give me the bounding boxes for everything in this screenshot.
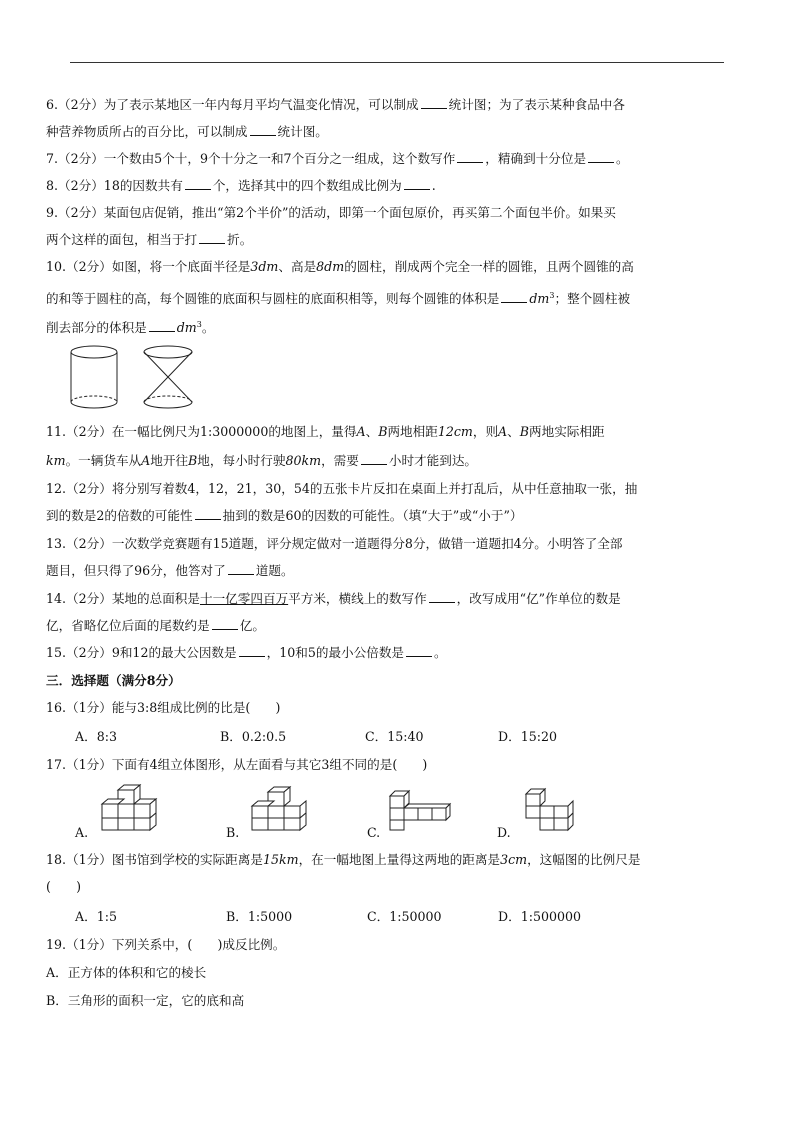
cube-figure-a <box>96 784 166 832</box>
answer-blank[interactable] <box>228 563 254 575</box>
q14-text: ，改写成用“亿”作单位的数是 <box>456 591 621 606</box>
q15-text: 。 <box>434 645 447 660</box>
q10-line2 <box>46 288 746 307</box>
answer-blank[interactable] <box>212 618 238 630</box>
q13-line1 <box>46 536 746 552</box>
q7-text: 7.（2分）一个数由5个十，9个十分之一和7个百分之一组成，这个数写作 <box>46 151 456 166</box>
q11-line2 <box>46 453 746 469</box>
answer-blank[interactable] <box>501 291 527 303</box>
q17-option-c[interactable]: C. <box>367 825 381 840</box>
q16-option-a[interactable]: A．8:3 <box>75 729 117 744</box>
q14-line2 <box>46 618 746 634</box>
section-heading: 三．选择题（满分8分） <box>46 673 181 688</box>
answer-blank[interactable] <box>195 508 221 520</box>
radius-value: 3dm <box>250 259 279 274</box>
q18-option-a[interactable]: A．1:5 <box>75 909 117 924</box>
q10-text: 削去部分的体积是 <box>46 320 147 336</box>
q9-line2 <box>46 232 746 248</box>
q19-option-a[interactable]: A．正方体的体积和它的棱长 <box>46 965 207 980</box>
q6-line1 <box>46 97 746 113</box>
q14-text: 亿，省略亿位后面的尾数约是 <box>46 618 210 633</box>
q8-text: . <box>431 178 436 193</box>
answer-blank[interactable] <box>429 591 455 603</box>
q15-text: ，10和5的最小公倍数是 <box>266 645 405 660</box>
q10-line1 <box>46 259 746 275</box>
q9-text: 折。 <box>227 232 253 247</box>
q6-line2 <box>46 124 746 140</box>
q13-line2 <box>46 563 746 579</box>
q19-stem: 19.（1分）下列关系中，( )成反比例。 <box>46 937 286 952</box>
q16-option-d[interactable]: D．15:20 <box>498 729 557 744</box>
unit-dm: dm <box>529 291 550 307</box>
q18-option-b[interactable]: B．1:5000 <box>226 909 293 924</box>
answer-blank[interactable] <box>406 645 432 657</box>
q18-text: ，在一幅地图上量得这两地的距离是 <box>298 852 501 867</box>
cube-figure-b <box>248 786 308 832</box>
q8-line <box>46 178 746 194</box>
q10-text: 的和等于圆柱的高，每个圆锥的底面积与圆柱的底面积相等，则每个圆锥的体积是 <box>46 291 500 307</box>
answer-blank[interactable] <box>250 124 276 136</box>
q18-option-c[interactable]: C．1:50000 <box>367 909 442 924</box>
q11-text: ，则 <box>472 424 499 439</box>
q12-text: 到的数是2的倍数的可能性 <box>46 508 193 523</box>
cylinder-figure <box>66 344 126 414</box>
q10-text: 。 <box>201 320 215 336</box>
underlined-number: 十一亿零四百万 <box>199 591 289 606</box>
q10-text: 的圆柱，削成两个完全一样的圆锥，且两个圆锥的高 <box>344 259 634 274</box>
q9-text: 两个这样的面包，相当于打 <box>46 232 198 247</box>
q11-text: 11.（2分）在一幅比例尺为 <box>46 424 200 439</box>
answer-blank[interactable] <box>457 151 483 163</box>
q14-text: 14.（2分）某地的总面积是 <box>46 591 200 606</box>
point-b: B <box>378 424 388 439</box>
q10-text: 、高是 <box>278 259 317 274</box>
q13-text: 道题。 <box>255 563 294 578</box>
q7-text: 。 <box>616 151 629 166</box>
point-b: B <box>188 453 198 468</box>
q18-option-d[interactable]: D．1:500000 <box>498 909 582 924</box>
answer-blank[interactable] <box>404 178 430 190</box>
answer-blank[interactable] <box>361 453 387 465</box>
q7-line <box>46 151 746 167</box>
q18-line2: ( ) <box>46 879 82 894</box>
q12-line2 <box>46 508 746 524</box>
q17-option-d[interactable]: D. <box>497 825 511 840</box>
q11-text: 的地图上，量得 <box>268 424 357 439</box>
q14-text: 平方米，横线上的数写作 <box>288 591 427 606</box>
q6-text: 统计图。 <box>277 124 328 139</box>
map-distance: 12cm <box>437 424 473 439</box>
q11-text: 地，每小时行驶 <box>197 453 286 468</box>
answer-blank[interactable] <box>421 97 447 109</box>
double-cone-figure <box>140 344 200 414</box>
q12-text: 12.（2分）将分别写着数4，12，21，30，54的五张卡片反扣在桌面上并打乱后，从中任意抽取一张，抽 <box>46 481 638 496</box>
cube-figure-d <box>522 788 582 834</box>
speed-value: 80km <box>285 453 322 468</box>
q10-line3 <box>46 317 746 336</box>
q15-text: 15.（2分）9和12的最大公因数是 <box>46 645 237 660</box>
answer-blank[interactable] <box>185 178 211 190</box>
q11-text: 地开往 <box>150 453 189 468</box>
q6-text: 种营养物质所占的百分比，可以制成 <box>46 124 248 139</box>
q11-text: 、 <box>365 424 379 439</box>
q13-text: 题目，但只得了96分，他答对了 <box>46 563 226 578</box>
unit-exponent: 3 <box>196 320 202 329</box>
q10-text: ；整个圆柱被 <box>554 291 631 307</box>
q17-stem: 17.（1分）下面有4组立体图形，从左面看与其它3组不同的是( ) <box>46 757 428 772</box>
q14-text: 亿。 <box>239 618 265 633</box>
q13-text: 13.（2分）一次数学竞赛题有15道题，评分规定做对一道题得分8分，做错一道题扣4分。小明答了全部 <box>46 536 623 551</box>
q8-text: 个，选择其中的四个数组成比例为 <box>212 178 402 193</box>
q7-text: ，精确到十分位是 <box>485 151 587 166</box>
q16-option-c[interactable]: C．15:40 <box>365 729 424 744</box>
height-value: 8dm <box>316 259 345 274</box>
q19-option-b[interactable]: B．三角形的面积一定，它的底和高 <box>46 993 245 1008</box>
answer-blank[interactable] <box>239 645 265 657</box>
unit-exponent: 3 <box>549 291 555 300</box>
q11-text: 、 <box>507 424 520 439</box>
q11-text: 两地实际相距 <box>529 424 605 439</box>
q8-text: 8.（2分）18的因数共有 <box>46 178 183 193</box>
q11-line1 <box>46 424 746 440</box>
unit-km: km <box>46 453 66 468</box>
unit-dm: dm <box>176 320 197 336</box>
point-b: B <box>519 424 530 439</box>
map-distance: 3cm <box>500 852 528 867</box>
q12-line1 <box>46 481 746 497</box>
answer-blank[interactable] <box>149 320 175 332</box>
cube-figure-c <box>386 790 454 832</box>
answer-blank[interactable] <box>588 151 614 163</box>
q17-option-a[interactable]: A. <box>75 825 89 840</box>
q16-stem: 16.（1分）能与3:8组成比例的比是( ) <box>46 700 281 715</box>
point-a: A <box>498 424 508 439</box>
q9-text: 9.（2分）某面包店促销，推出“第2个半价”的活动，即第一个面包原价，再买第二个面包半价。如果买 <box>46 205 616 220</box>
q17-option-b[interactable]: B. <box>226 825 240 840</box>
q11-text: 。一辆货车从 <box>65 453 142 468</box>
map-scale: 1:3000000 <box>199 424 269 439</box>
q12-text: 抽到的数是60的因数的可能性。（填“大于”或“小于”） <box>222 508 523 523</box>
q6-text: 统计图；为了表示某种食品中各 <box>448 97 625 112</box>
q11-text: 两地相距 <box>387 424 438 439</box>
actual-distance: 15km <box>262 852 299 867</box>
point-a: A <box>356 424 366 439</box>
q6-text: 6.（2分）为了表示某地区一年内每月平均气温变化情况，可以制成 <box>46 97 419 112</box>
q14-line1 <box>46 591 746 607</box>
q10-text: 10.（2分）如图，将一个底面半径是 <box>46 259 251 274</box>
q18-text: 18.（1分）图书馆到学校的实际距离是 <box>46 852 263 867</box>
q18-text: ，这幅图的比例尺是 <box>527 852 641 867</box>
q11-text: ，需要 <box>321 453 359 468</box>
q11-text: 小时才能到达。 <box>388 453 477 468</box>
q16-option-b[interactable]: B．0.2:0.5 <box>220 729 287 744</box>
header-rule <box>70 62 724 63</box>
q15-line <box>46 645 746 661</box>
point-a: A <box>141 453 151 468</box>
answer-blank[interactable] <box>199 232 225 244</box>
q9-line1 <box>46 205 746 221</box>
q18-line1 <box>46 852 746 868</box>
